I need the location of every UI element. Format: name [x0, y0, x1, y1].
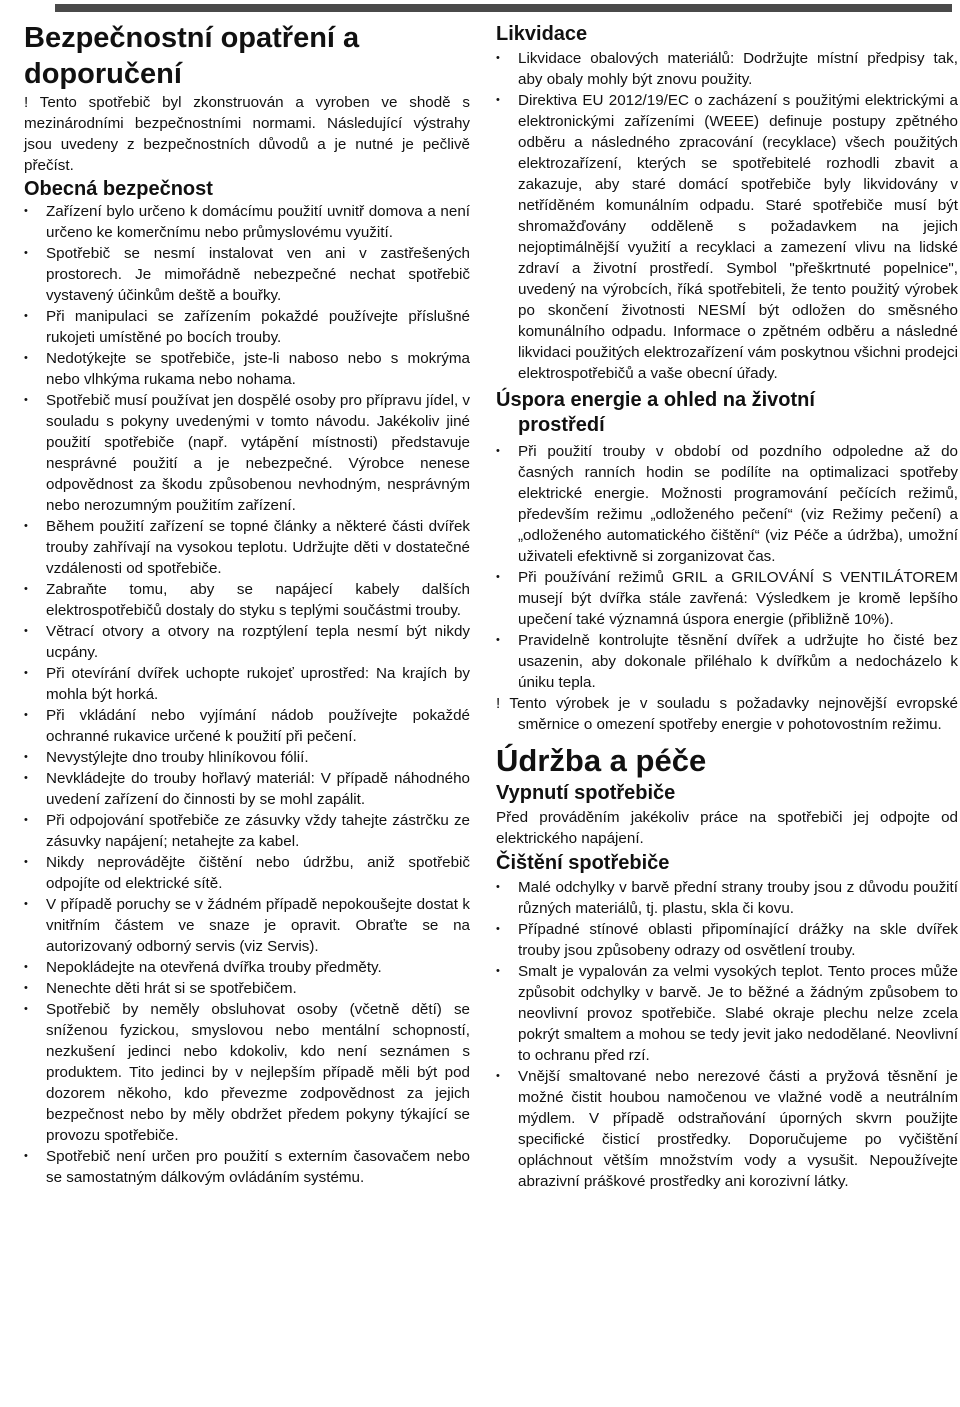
list-item: • Při otevírání dvířek uchopte rukojeť uprostřed: Na krajích by mohla být horká. [24, 663, 470, 705]
list-item: • Nikdy neprovádějte čištění nebo údržbu, aniž spotřebič odpojíte od elektrické sítě. [24, 852, 470, 894]
list-item: • Při používání režimů GRIL a GRILOVÁNÍ S VENTILÁTOREM musejí být dvířka stále zavřená: Výsledkem je kromě lepšího upečení také významná úspora energie (přibližně 10%). [496, 567, 958, 630]
list-item: • Smalt je vypalován za velmi vysokých teplot. Tento proces může způsobit odchylky v barvě. Je to běžné a žádným způsobem to neovlivní provoz spotřebiče. Slabé okraje plechu nelze zcela pokrýt smaltem a mohou se tedy jevit jako nedodělané. Neovlivní to ochranu před rzí. [496, 961, 958, 1066]
list-item: • Případné stínové oblasti připomínající drážky na skle dvířek trouby jsou způsobeny odrazy od osvětlení trouby. [496, 919, 958, 961]
page-title: Bezpečnostní opatření a doporučení [24, 22, 360, 90]
list-item: • Spotřebič musí používat jen dospělé osoby pro přípravu jídel, v souladu s pokyny uvedenými v tomto návodu. Jakékoliv jiné použití spotřebiče (např. vytápění místnosti) představuje nesprávné použití a je nebezpečné. Výrobce nenese odpovědnost za škodu způsobenou nevhodným, nesprávným nebo nerozumným použitím zařízení. [24, 390, 470, 516]
list-item: • Spotřebič se nesmí instalovat ven ani v zastřešených prostorech. Je mimořádně nebezpečné nechat spotřebič vystavený účinkům deště a bouřky. [24, 243, 470, 306]
list-item: • Nepokládejte na otevřená dvířka trouby předměty. [24, 957, 470, 978]
cleaning-heading: Čištění spotřebiče [496, 852, 670, 874]
intro-note: ! Tento spotřebič byl zkonstruován a vyroben ve shodě s mezinárodními bezpečnostními normami. Následující výstrahy jsou uvedeny z bezpečnostních důvodů a je nutné je pečlivě přečíst. [24, 94, 470, 174]
list-item: • Spotřebič není určen pro použití s externím časovačem nebo se samostatným dálkovým ovládáním systému. [24, 1146, 470, 1188]
list-item: • Při manipulaci se zařízením pokaždé používejte příslušné rukojeti umístěné po bocích trouby. [24, 306, 470, 348]
cleaning-list [496, 877, 958, 1192]
list-item: • Likvidace obalových materiálů: Dodržujte místní předpisy tak, aby obaly mohly být znovu použity. [496, 48, 958, 90]
list-item: • Při odpojování spotřebiče ze zásuvky vždy tahejte zástrčku ze zásuvky napájení; netahejte za kabel. [24, 810, 470, 852]
list-item: • Zabraňte tomu, aby se napájecí kabely dalších elektrospotřebičů dostaly do styku s teplými součástmi trouby. [24, 579, 470, 621]
energy-heading [496, 388, 958, 438]
list-item: • Při použití trouby v období od pozdního odpoledne až do časných ranních hodin se podílíte na optimalizaci spotřeby elektrické energie. Možnosti programování pečících režimů, především režimu „odloženého pečení“ (viz Režimy pečení) a „odloženého automatického čištění“ (viz Péče a údržba), umožní uživateli efektivně si zorganizovat čas. [496, 441, 958, 567]
safety-list [24, 201, 470, 1188]
list-item: • Nedotýkejte se spotřebiče, jste-li naboso nebo s mokrýma nebo vlhkýma rukama nebo nohama. [24, 348, 470, 390]
list-item: • Zařízení bylo určeno k domácímu použití uvnitř domova a není určeno ke komerčnímu nebo průmyslovému využití. [24, 201, 470, 243]
list-item: • Při vkládání nebo vyjímání nádob používejte pokaždé ochranné rukavice určené k použití při pečení. [24, 705, 470, 747]
list-item: • Nenechte děti hrát si se spotřebičem. [24, 978, 470, 999]
list-item: • Direktiva EU 2012/19/EC o zacházení s použitými elektrickými a elektronickými zařízeními (WEEE) definuje postupy zpětného odběru a následného zpracování (recyklace) všech použitých elektrozařízení, kterých se spotřebitelé rozhodli zbavit a zakazuje, aby staré domácí spotřebiče byly likvidovány v netříděném komunálním odpadu. Staré spotřebiče musí být shromažďovány odděleně s požadavkem na jejich nejoptimálnější využití a recyklaci a zamezení vlivu na lidské zdraví a životní prostředí. Symbol "přeškrtnuté popelnice", uvedený na výrobcích, říká spotřebiteli, že tento použitý výrobek po skončení životnosti NESMÍ být odložen do směsného komunálního odpadu. Informace o zpětném odběru a následné likvidaci použitých elektrozařízení vám poskytnou všichni prodejci elektrospotřebičů a vaše obecní úřady. [496, 90, 958, 384]
list-item: • Vnější smaltované nebo nerezové části a pryžová těsnění je možné čistit houbou namočenou ve vlažné vodě a neutrálním mýdlem. V případě odstraňování úporných skvrn použijte specifické čisticí prostředky. Doporučujeme po vyčištění opláchnout větším množstvím vody a vysušit. Nepoužívejte abrazivní práškové prostředky ani korozivní látky. [496, 1066, 958, 1192]
list-item: • V případě poruchy se v žádném případě nepokoušejte dostat k vnitřním částem ve snaze je opravit. Obraťte se na autorizovaný odborný servis (viz Servis). [24, 894, 470, 957]
disposal-heading: Likvidace [496, 23, 588, 45]
list-item: • Spotřebič by neměly obsluhovat osoby (včetně dětí) se sníženou fyzickou, smyslovou nebo mentální schopností, nezkušení jedinci nebo kdokoliv, kdo není seznámen s produktem. Tito jedinci by v nejlepším případě měli být pod dozorem někoho, kdo převezme zodpovědnost za jejich bezpečnost nebo by měly obdržet předem pokyny týkající se provozu spotřebiče. [24, 999, 470, 1146]
left-column [24, 20, 470, 1188]
list-item: • Nevystýlejte dno trouby hliníkovou fólií. [24, 747, 470, 768]
switchoff-text: Před prováděním jakékoliv práce na spotřebiči jej odpojte od elektrického napájení. [496, 809, 958, 847]
list-item: • Nevkládejte do trouby hořlavý materiál: V případě náhodného uvedení zařízení do činnosti by se mohl zapálit. [24, 768, 470, 810]
energy-heading-line2: prostředí [518, 414, 605, 436]
disposal-list [496, 48, 958, 384]
list-item: • Pravidelně kontrolujte těsnění dvířek a udržujte ho čisté bez usazenin, aby dokonale přiléhalo k dvířkům a nedocházelo k úniku tepla. [496, 630, 958, 693]
energy-list [496, 441, 958, 693]
top-rule [55, 4, 952, 12]
list-item: • Malé odchylky v barvě přední strany trouby jsou z důvodu použití různých materiálů, tj. plastu, skla či kovu. [496, 877, 958, 919]
care-heading: Údržba a péče [496, 743, 707, 778]
energy-note: ! Tento výrobek je v souladu s požadavky nejnovější evropské směrnice o omezení spotřeby energie v pohotovostním režimu. [496, 695, 958, 733]
list-item: • Větrací otvory a otvory na rozptýlení tepla nesmí být nikdy ucpány. [24, 621, 470, 663]
switchoff-heading: Vypnutí spotřebiče [496, 782, 676, 804]
list-item: • Během použití zařízení se topné články a některé části dvířek trouby zahřívají na vysokou teplotu. Udržujte děti v dostatečné vzdálenosti od spotřebiče. [24, 516, 470, 579]
general-safety-heading: Obecná bezpečnost [24, 178, 213, 200]
energy-heading-line1: Úspora energie a ohled na životní [496, 389, 815, 411]
right-column [496, 20, 958, 1192]
